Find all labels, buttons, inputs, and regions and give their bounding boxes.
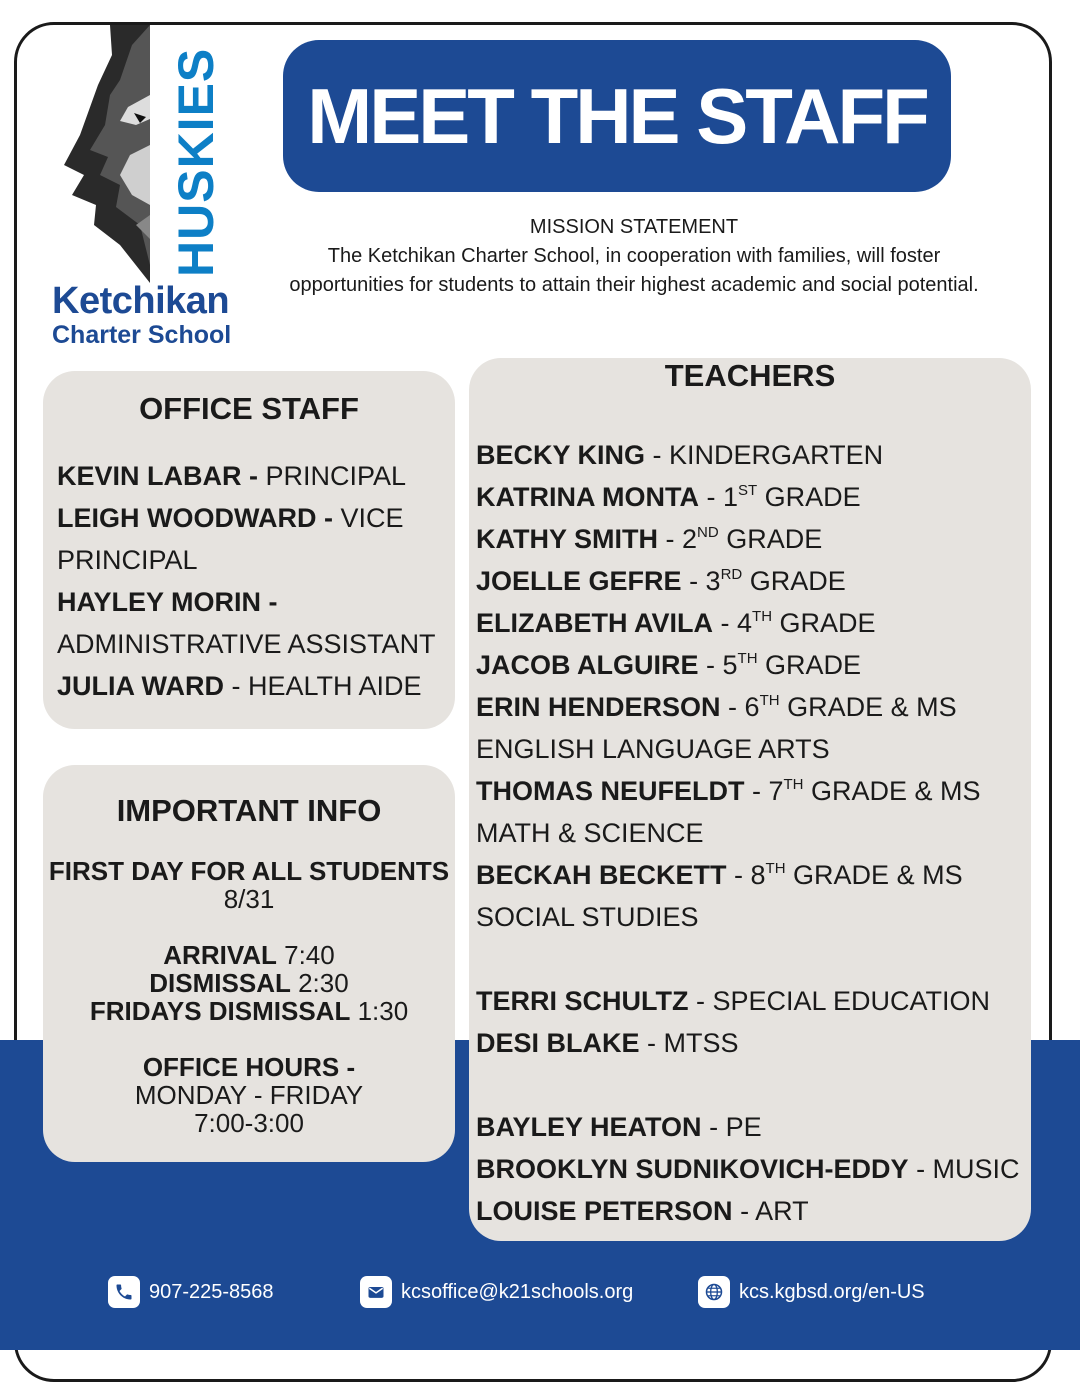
contact-website[interactable]: [698, 1276, 925, 1308]
mail-icon: [360, 1276, 392, 1308]
dismissal-label: DISMISSAL: [149, 968, 291, 998]
important-info-list: [43, 857, 455, 1137]
office-staff-list: [57, 455, 452, 707]
list-item: ELIZABETH AVILA - 4TH GRADE: [476, 608, 876, 638]
mission-heading: MISSION STATEMENT: [529, 216, 739, 238]
list-item: BECKAH BECKETT - 8TH GRADE & MS SOCIAL STUDIES: [476, 860, 963, 932]
list-item: BROOKLYN SUDNIKOVICH-EDDY - MUSIC: [476, 1154, 1020, 1184]
list-item: LOUISE PETERSON - ART: [476, 1196, 809, 1226]
office-hours-value: 7:00-3:00: [194, 1108, 304, 1138]
contact-phone[interactable]: [108, 1276, 274, 1308]
globe-icon: [698, 1276, 730, 1308]
office-staff-panel: [43, 371, 455, 729]
fridays-dismissal-label: FRIDAYS DISMISSAL: [89, 996, 351, 1026]
important-info-panel: [43, 765, 455, 1162]
school-name-line1: Ketchikan: [52, 280, 230, 322]
list-item: ERIN HENDERSON - 6TH GRADE & MS ENGLISH LANGUAGE ARTS: [476, 692, 957, 764]
list-item: KATHY SMITH - 2ND GRADE: [476, 524, 823, 554]
list-item: JACOB ALGUIRE - 5TH GRADE: [476, 650, 862, 680]
first-day-value: 8/31: [223, 884, 275, 914]
list-item: KATRINA MONTA - 1ST GRADE: [476, 482, 861, 512]
website-url[interactable]: kcs.kgbsd.org/en-US: [739, 1280, 925, 1303]
first-day-label: FIRST DAY FOR ALL STUDENTS: [48, 856, 450, 886]
arrival-label: ARRIVAL: [163, 940, 277, 970]
phone-icon: [108, 1276, 140, 1308]
school-name-line2: Charter School: [52, 321, 232, 349]
arrival-value: 7:40: [284, 940, 335, 970]
office-hours-days: MONDAY - FRIDAY: [134, 1080, 364, 1110]
office-hours-label: OFFICE HOURS -: [142, 1052, 356, 1082]
list-item: TERRI SCHULTZ - SPECIAL EDUCATION: [476, 986, 991, 1016]
list-item: JULIA WARD - HEALTH AIDE: [57, 671, 422, 701]
teachers-title: TEACHERS: [664, 358, 836, 393]
page-title: MEET THE STAFF: [307, 71, 927, 160]
teachers-panel: [469, 358, 1031, 1241]
important-info-title: IMPORTANT INFO: [116, 793, 382, 828]
fridays-dismissal-value: 1:30: [357, 996, 409, 1026]
list-item: THOMAS NEUFELDT - 7TH GRADE & MS MATH & SCIENCE: [476, 776, 981, 848]
list-item: BECKY KING - KINDERGARTEN: [476, 440, 884, 470]
list-item: BAYLEY HEATON - PE: [476, 1112, 762, 1142]
list-item: DESI BLAKE - MTSS: [476, 1028, 739, 1058]
list-item: JOELLE GEFRE - 3RD GRADE: [476, 566, 846, 596]
contact-email[interactable]: [360, 1276, 633, 1308]
title-banner: [283, 40, 951, 192]
email-address[interactable]: kcsoffice@k21schools.org: [401, 1280, 634, 1303]
phone-number[interactable]: 907-225-8568: [149, 1280, 274, 1303]
office-staff-title: OFFICE STAFF: [139, 391, 359, 426]
list-item: KEVIN LABAR - PRINCIPAL: [57, 461, 407, 491]
teachers-list: [476, 434, 1031, 1232]
list-item: LEIGH WOODWARD - VICE PRINCIPAL: [57, 503, 404, 575]
list-item: HAYLEY MORIN - ADMINISTRATIVE ASSISTANT: [57, 587, 436, 659]
logo-huskies-text: HUSKIES: [168, 47, 224, 277]
dismissal-value: 2:30: [298, 968, 349, 998]
mission-statement: [284, 213, 984, 300]
mission-text: The Ketchikan Charter School, in cooperation with families, will foster opportunities for students to attain their highest academic and social potential.: [289, 245, 979, 296]
